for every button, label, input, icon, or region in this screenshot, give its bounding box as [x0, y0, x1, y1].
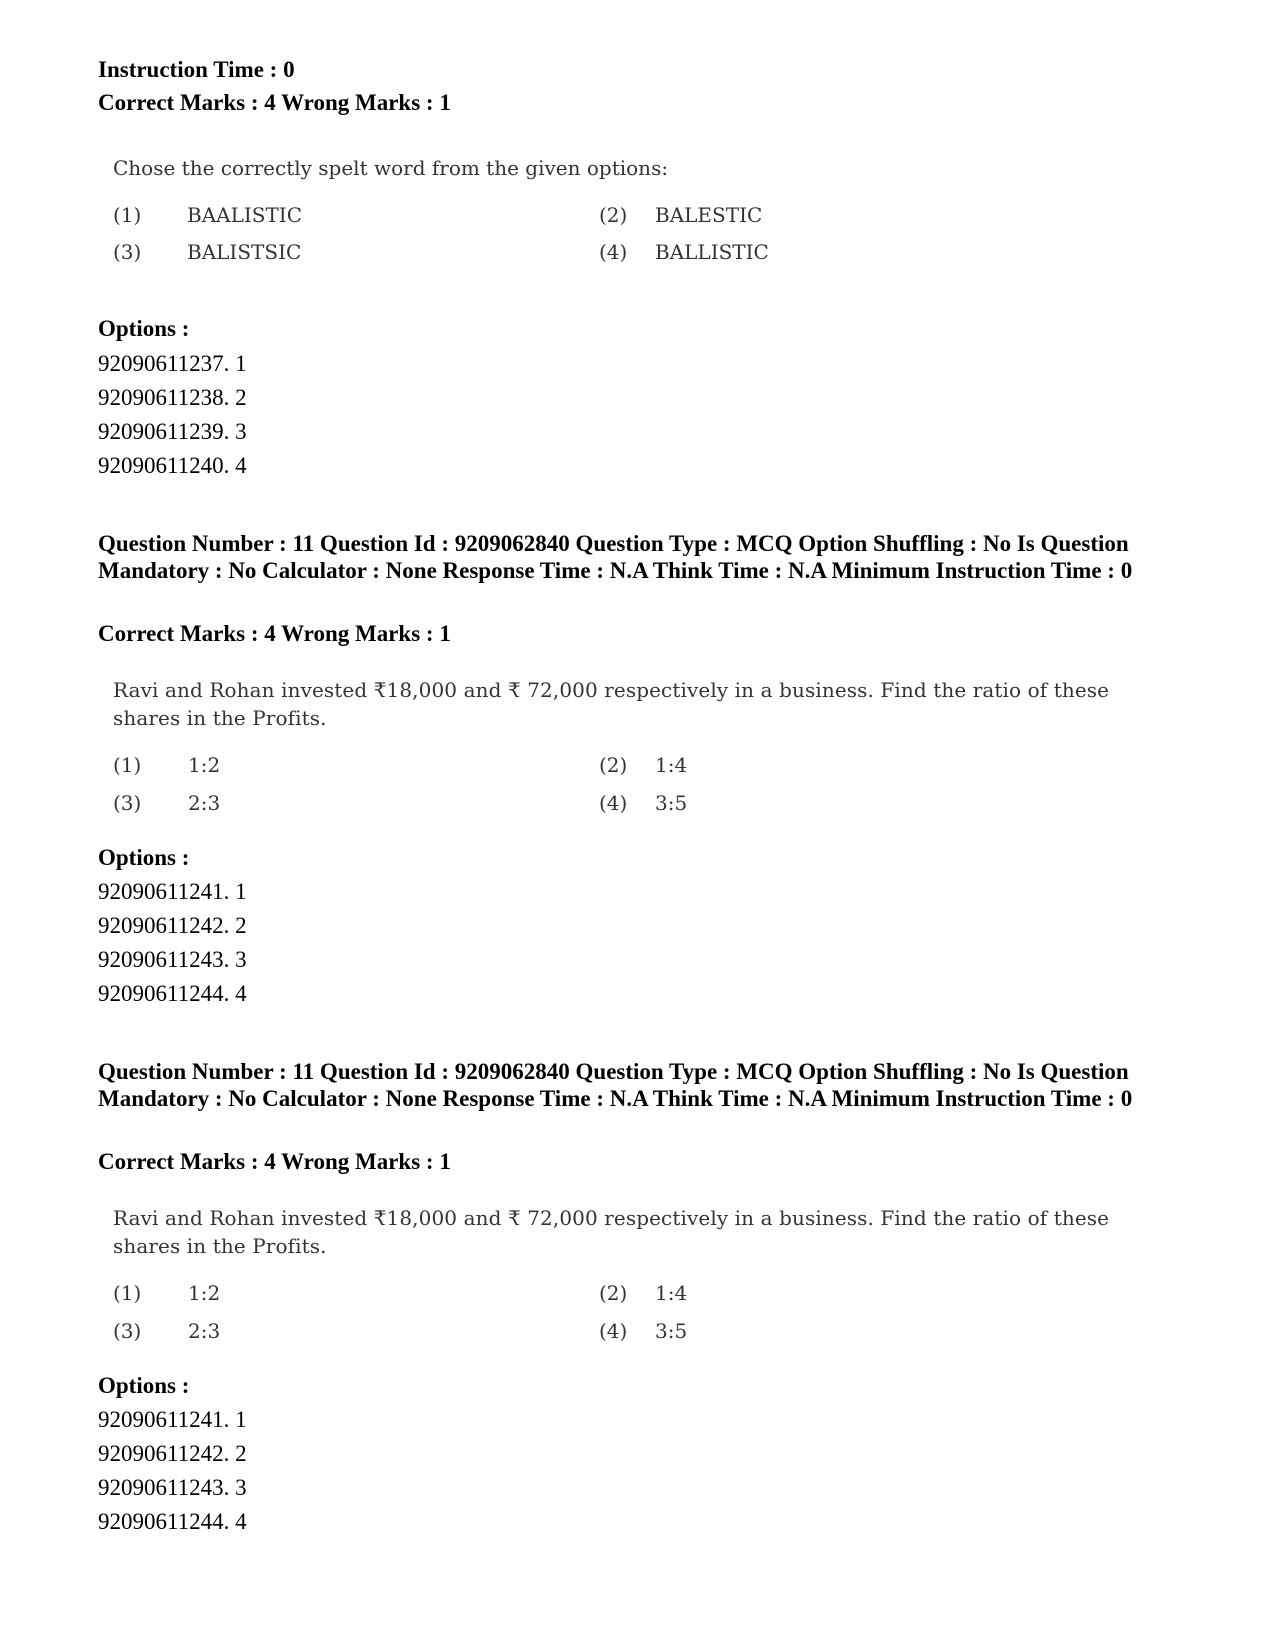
choice-text: 1:2: [188, 1281, 221, 1305]
choice-text: 1:4: [655, 1281, 688, 1305]
question-stem: Chose the correctly spelt word from the given options:: [113, 156, 669, 180]
question-header: Question Number : 11 Question Id : 9209062840 Question Type : MCQ Option Shuffling : No Is Question Mandatory : No Calculator : None Response Time : N.A Think Time : N.A Minimum Instruction Time : 0: [98, 1059, 1133, 1111]
choice-number: (3): [113, 240, 142, 264]
option-line: 92090611243. 3: [98, 947, 247, 972]
option-line: 92090611241. 1: [98, 1407, 247, 1432]
option-line: 92090611239. 3: [98, 419, 247, 444]
question-stem: Ravi and Rohan invested ₹18,000 and ₹ 72,000 respectively in a business. Find the ratio of these shares in the Profits.: [113, 678, 1110, 730]
options-label: Options :: [98, 845, 190, 870]
choice-text: 1:4: [655, 753, 688, 777]
marks-info: Correct Marks : 4 Wrong Marks : 1: [98, 1149, 451, 1174]
choice-number: (2): [599, 203, 628, 227]
choice-number: (4): [599, 1319, 628, 1343]
choice-number: (2): [599, 753, 628, 777]
choice-text: BALESTIC: [655, 203, 763, 227]
question-stem: Ravi and Rohan invested ₹18,000 and ₹ 72,000 respectively in a business. Find the ratio of these shares in the Profits.: [113, 1206, 1110, 1258]
choice-number: (1): [113, 753, 142, 777]
choice-text: 2:3: [188, 1319, 221, 1343]
marks-info: Correct Marks : 4 Wrong Marks : 1: [98, 90, 451, 115]
choice-number: (4): [599, 791, 628, 815]
choice-text: 3:5: [655, 791, 688, 815]
option-line: 92090611238. 2: [98, 385, 247, 410]
question-header: Question Number : 11 Question Id : 9209062840 Question Type : MCQ Option Shuffling : No Is Question Mandatory : No Calculator : None Response Time : N.A Think Time : N.A Minimum Instruction Time : 0: [98, 531, 1133, 583]
option-line: 92090611241. 1: [98, 879, 247, 904]
choice-number: (3): [113, 1319, 142, 1343]
choice-number: (1): [113, 1281, 142, 1305]
option-line: 92090611237. 1: [98, 351, 247, 376]
instruction-time: Instruction Time : 0: [98, 57, 295, 82]
options-label: Options :: [98, 316, 190, 341]
choice-number: (2): [599, 1281, 628, 1305]
option-line: 92090611244. 4: [98, 1509, 247, 1534]
choice-text: 2:3: [188, 791, 221, 815]
choice-text: 1:2: [188, 753, 221, 777]
choice-text: BALISTSIC: [187, 240, 302, 264]
choice-text: BALLISTIC: [655, 240, 769, 264]
choice-text: BAALISTIC: [187, 203, 303, 227]
choice-number: (3): [113, 791, 142, 815]
option-line: 92090611244. 4: [98, 981, 247, 1006]
option-line: 92090611243. 3: [98, 1475, 247, 1500]
marks-info: Correct Marks : 4 Wrong Marks : 1: [98, 621, 451, 646]
choice-number: (1): [113, 203, 142, 227]
option-line: 92090611240. 4: [98, 453, 247, 478]
option-line: 92090611242. 2: [98, 1441, 247, 1466]
choice-number: (4): [599, 240, 628, 264]
options-label: Options :: [98, 1373, 190, 1398]
option-line: 92090611242. 2: [98, 913, 247, 938]
choice-text: 3:5: [655, 1319, 688, 1343]
